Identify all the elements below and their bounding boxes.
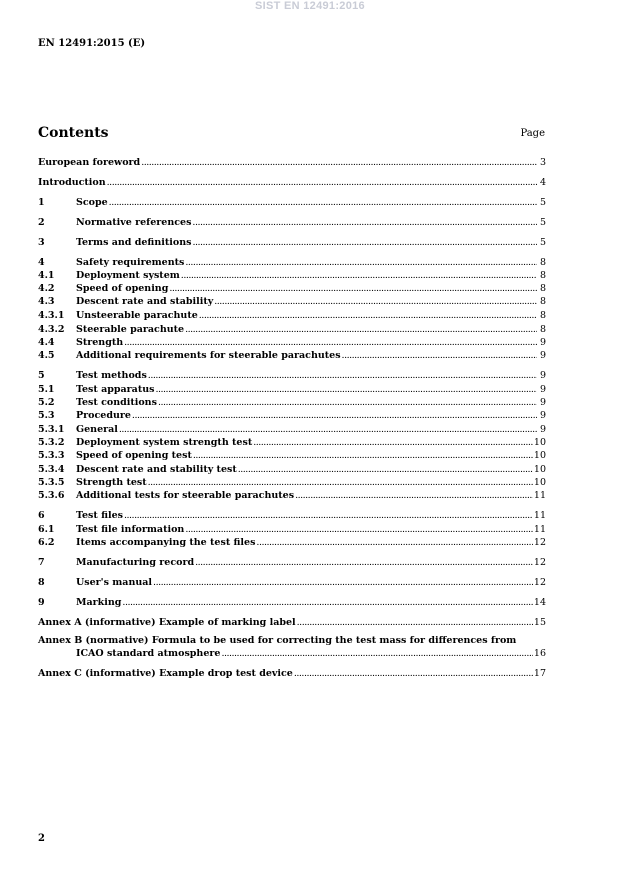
toc-entry[interactable] <box>38 596 546 609</box>
toc-dot-leader <box>169 282 537 295</box>
toc-entry[interactable] <box>38 449 546 462</box>
page-column-label: Page <box>520 128 545 139</box>
toc-entry-page: 5 <box>539 237 546 248</box>
toc-entry[interactable] <box>38 256 546 269</box>
toc-entry-page: 4 <box>539 177 546 188</box>
toc-entry-page: 8 <box>539 283 546 294</box>
toc-entry[interactable] <box>38 336 546 349</box>
toc-entry[interactable] <box>38 509 546 522</box>
toc-entry-number: 5.3.3 <box>38 450 65 461</box>
toc-entry-page: 9 <box>539 370 546 381</box>
toc-entry-number: 5.3.5 <box>38 477 65 488</box>
toc-entry-page: 11 <box>533 510 546 521</box>
document-id: EN 12491:2015 (E) <box>38 38 146 49</box>
toc-entry[interactable] <box>38 409 546 422</box>
toc-entry-title: Items accompanying the test files <box>76 537 256 548</box>
toc-entry-page: 12 <box>533 537 546 548</box>
toc-entry-page: 3 <box>539 157 546 168</box>
toc-entry[interactable] <box>38 634 546 647</box>
toc-entry-number: 4 <box>38 257 45 268</box>
toc-entry-title: Safety requirements <box>76 257 185 268</box>
toc-entry-title: ICAO standard atmosphere <box>76 648 221 659</box>
toc-entry-page: 16 <box>533 648 546 659</box>
toc-entry-title: Terms and definitions <box>76 237 192 248</box>
toc-entry-title: Speed of opening <box>76 283 169 294</box>
toc-entry-number: 3 <box>38 237 45 248</box>
toc-dot-leader <box>185 323 537 336</box>
toc-entry-page: 9 <box>539 397 546 408</box>
toc-dot-leader <box>192 236 537 249</box>
toc-dot-leader <box>148 476 533 489</box>
toc-entry-title: Normative references <box>76 217 192 228</box>
toc-entry-title: Test file information <box>76 524 185 535</box>
toc-entry-page: 5 <box>539 197 546 208</box>
toc-dot-leader <box>214 295 537 308</box>
toc-entry-page: 10 <box>533 464 546 475</box>
toc-entry-title: Steerable parachute <box>76 324 185 335</box>
toc-entry[interactable] <box>38 309 546 322</box>
toc-entry-number: 4.1 <box>38 270 55 281</box>
toc-dot-leader <box>199 309 537 322</box>
toc-entry-title: Deployment system <box>76 270 180 281</box>
toc-entry-title: Test apparatus <box>76 384 155 395</box>
toc-entry-number: 5 <box>38 370 45 381</box>
toc-entry-page: 10 <box>533 450 546 461</box>
toc-entry[interactable] <box>38 369 546 382</box>
toc-dot-leader <box>185 256 537 269</box>
toc-entry-title: Test conditions <box>76 397 157 408</box>
toc-dot-leader <box>124 336 537 349</box>
toc-entry[interactable] <box>38 236 546 249</box>
toc-entry[interactable] <box>38 616 546 629</box>
toc-entry[interactable] <box>38 489 546 502</box>
toc-entry-page: 11 <box>533 524 546 535</box>
toc-entry-title: General <box>76 424 118 435</box>
toc-entry[interactable] <box>38 156 546 169</box>
toc-entry-title: Descent rate and stability test <box>76 464 237 475</box>
toc-entry[interactable] <box>38 523 546 536</box>
toc-entry[interactable] <box>38 349 546 362</box>
toc-dot-leader <box>192 216 537 229</box>
toc-entry-number: 8 <box>38 577 45 588</box>
toc-dot-leader <box>153 576 533 589</box>
toc-entry-number: 6 <box>38 510 45 521</box>
toc-dot-leader <box>155 383 537 396</box>
toc-entry-title: Scope <box>76 197 108 208</box>
toc-entry[interactable] <box>38 556 546 569</box>
toc-entry-title: European foreword <box>38 157 141 168</box>
toc-entry[interactable] <box>38 396 546 409</box>
toc-entry[interactable] <box>38 295 546 308</box>
toc-entry-title: Marking <box>76 597 122 608</box>
toc-entry-title: Unsteerable parachute <box>76 310 198 321</box>
toc-entry-number: 1 <box>38 197 45 208</box>
toc-entry-number: 9 <box>38 597 45 608</box>
toc-dot-leader <box>253 436 533 449</box>
toc-dot-leader <box>109 196 537 209</box>
toc-dot-leader <box>148 369 537 382</box>
toc-entry-title: Speed of opening test <box>76 450 192 461</box>
toc-dot-leader <box>342 349 537 362</box>
toc-entry-title: Annex C (informative) Example drop test device <box>38 668 293 679</box>
toc-entry-page: 9 <box>539 424 546 435</box>
toc-entry-number: 4.2 <box>38 283 55 294</box>
toc-entry-page: 15 <box>533 617 546 628</box>
toc-entry-title: Strength <box>76 337 124 348</box>
toc-entry[interactable] <box>38 647 546 660</box>
toc-entry-page: 8 <box>539 257 546 268</box>
toc-dot-leader <box>295 489 533 502</box>
toc-entry-title: Additional requirements for steerable parachutes <box>76 350 341 361</box>
toc-entry-page: 9 <box>539 384 546 395</box>
toc-entry-title: Descent rate and stability <box>76 296 214 307</box>
toc-entry-page: 9 <box>539 350 546 361</box>
toc-dot-leader <box>122 596 532 609</box>
toc-dot-leader <box>294 667 533 680</box>
toc-entry-title: Test methods <box>76 370 147 381</box>
toc-entry-title: Procedure <box>76 410 131 421</box>
toc-entry-page: 10 <box>533 437 546 448</box>
page-number: 2 <box>38 833 45 844</box>
toc-dot-leader <box>141 156 537 169</box>
toc-entry-number: 5.3.2 <box>38 437 65 448</box>
toc-dot-leader <box>256 536 532 549</box>
watermark: SIST EN 12491:2016 <box>255 0 365 12</box>
toc-entry-title: Annex A (informative) Example of marking label <box>38 617 296 628</box>
toc-entry-number: 4.5 <box>38 350 55 361</box>
toc-entry-number: 4.3.2 <box>38 324 65 335</box>
toc-entry-page: 12 <box>533 557 546 568</box>
toc-entry-number: 5.3.6 <box>38 490 65 501</box>
toc-entry-page: 5 <box>539 217 546 228</box>
toc-entry[interactable] <box>38 436 546 449</box>
toc-entry-page: 9 <box>539 410 546 421</box>
toc-entry-number: 5.2 <box>38 397 55 408</box>
toc-dot-leader <box>107 176 537 189</box>
toc-entry[interactable] <box>38 476 546 489</box>
toc-entry-page: 8 <box>539 270 546 281</box>
toc-dot-leader <box>124 509 533 522</box>
toc-dot-leader <box>195 556 533 569</box>
toc-entry-page: 11 <box>533 490 546 501</box>
toc-entry-number: 4.3.1 <box>38 310 65 321</box>
toc-entry[interactable] <box>38 576 546 589</box>
contents-heading: Contents <box>38 125 109 141</box>
toc-entry-page: 10 <box>533 477 546 488</box>
toc-dot-leader <box>119 423 537 436</box>
toc-entry-number: 5.1 <box>38 384 55 395</box>
toc-entry-title: Test files <box>76 510 123 521</box>
toc-entry[interactable] <box>38 383 546 396</box>
toc-entry-title: Strength test <box>76 477 147 488</box>
toc-entry[interactable] <box>38 463 546 476</box>
toc-entry[interactable] <box>38 176 546 189</box>
toc-entry-number: 4.4 <box>38 337 55 348</box>
toc-entry-number: 5.3 <box>38 410 55 421</box>
toc-entry[interactable] <box>38 282 546 295</box>
toc-entry-title: Annex B (normative) Formula to be used for correcting the test mass for differences from <box>38 635 517 646</box>
toc-entry-number: 2 <box>38 217 45 228</box>
toc-entry-title: Introduction <box>38 177 106 188</box>
toc-dot-leader <box>185 523 533 536</box>
toc-entry[interactable] <box>38 423 546 436</box>
toc-dot-leader <box>181 269 537 282</box>
toc-dot-leader <box>297 616 533 629</box>
toc-entry-number: 5.3.1 <box>38 424 65 435</box>
toc-entry-page: 8 <box>539 324 546 335</box>
toc-entry[interactable] <box>38 196 546 209</box>
toc-entry-title: Additional tests for steerable parachutes <box>76 490 295 501</box>
toc-dot-leader <box>193 449 533 462</box>
toc-entry-page: 8 <box>539 310 546 321</box>
toc-entry[interactable] <box>38 216 546 229</box>
toc-entry-page: 9 <box>539 337 546 348</box>
toc-entry-number: 4.3 <box>38 296 55 307</box>
toc-entry-page: 17 <box>533 668 546 679</box>
toc-entry-title: Deployment system strength test <box>76 437 253 448</box>
toc-entry-number: 7 <box>38 557 45 568</box>
toc-entry[interactable] <box>38 667 546 680</box>
toc-entry-page: 14 <box>533 597 546 608</box>
toc-entry[interactable] <box>38 536 546 549</box>
toc-entry-title: User's manual <box>76 577 153 588</box>
toc-entry-number: 6.1 <box>38 524 55 535</box>
toc-dot-leader <box>132 409 537 422</box>
toc-dot-leader <box>158 396 537 409</box>
toc-dot-leader <box>221 647 532 660</box>
toc-entry-number: 5.3.4 <box>38 464 65 475</box>
toc-entry-page: 8 <box>539 296 546 307</box>
toc-entry-page: 12 <box>533 577 546 588</box>
toc-entry[interactable] <box>38 323 546 336</box>
toc-entry-number: 6.2 <box>38 537 55 548</box>
toc-entry[interactable] <box>38 269 546 282</box>
toc-dot-leader <box>238 463 533 476</box>
toc-entry-title: Manufacturing record <box>76 557 195 568</box>
